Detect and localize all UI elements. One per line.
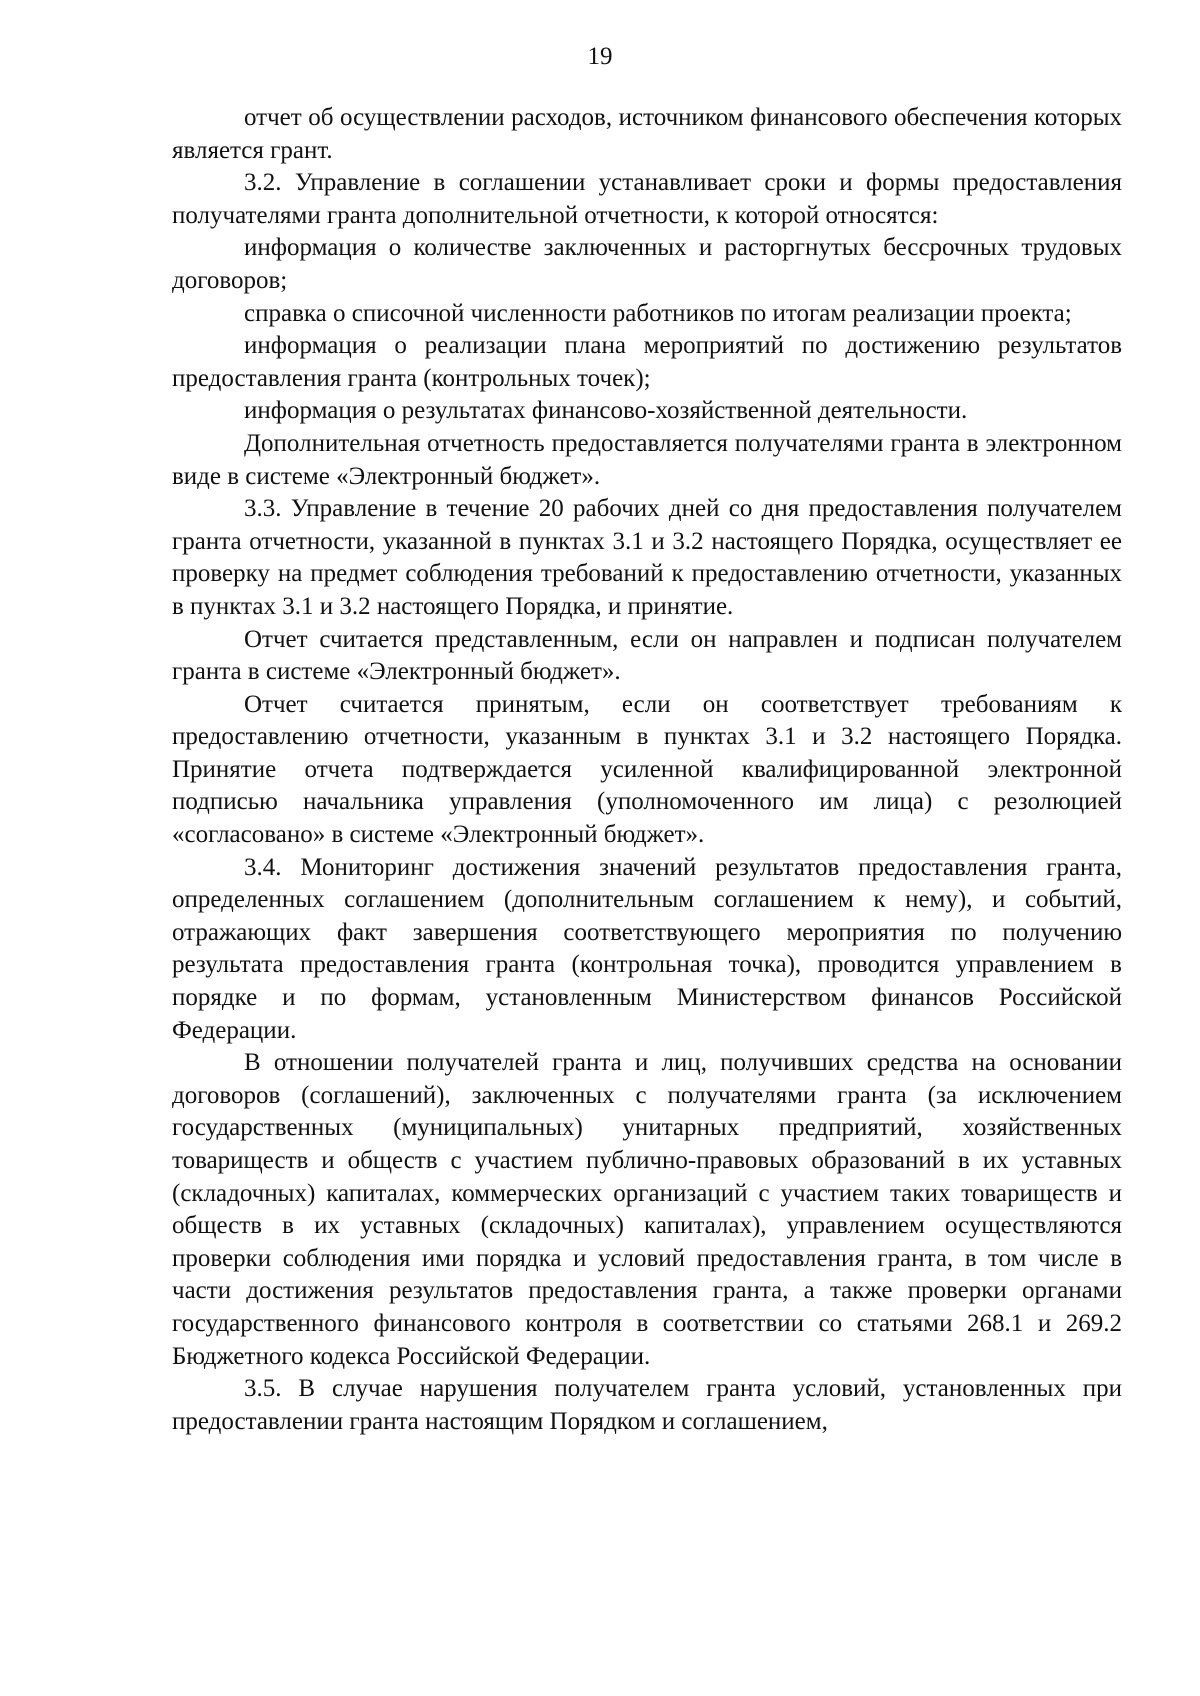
paragraph: 3.5. В случае нарушения получателем гранта условий, установленных при предоставлении гранта настоящим Порядком и соглашением, (172, 1375, 1122, 1435)
paragraph: 3.3. Управление в течение 20 рабочих дней со дня предоставления получателем гранта отчетности, указанной в пунктах 3.1 и 3.2 настоящего Порядка, осуществляет ее проверку на предмет соблюдения требований к предоставлению отчетности, указанных в пунктах 3.1 и 3.2 настоящего Порядка, и принятие. (172, 495, 1122, 620)
paragraph: информация о количестве заключенных и расторгнутых бессрочных трудовых договоров; (172, 234, 1122, 294)
paragraph: справка о списочной численности работников по итогам реализации проекта; (244, 299, 1072, 327)
paragraph: В отношении получателей гранта и лиц, получивших средства на основании договоров (соглашений), заключенных с получателями гранта (за исключением государственных (муниципальных) унитарных предприятий, хозяйственных товариществ и обществ с участием публично-правовых образований в их уставных (складочных) капиталах, коммерческих организаций с участием таких товариществ и обществ в их уставных (складочных) капиталах), управлением осуществляются проверки соблюдения ими порядка и условий предоставления гранта, в том числе в части достижения результатов предоставления гранта, а также проверки органами государственного финансового контроля в соответствии со статьями 268.1 и 269.2 Бюджетного кодекса Российской Федерации. (172, 1049, 1122, 1370)
paragraph: 3.4. Мониторинг достижения значений результатов предоставления гранта, определенных соглашением (дополнительным соглашением к нему), и событий, отражающих факт завершения соответствующего мероприятия по получению результата предоставления гранта (контрольная точка), проводится управлением в порядке и по формам, установленным Министерством финансов Российской Федерации. (172, 853, 1122, 1044)
document-body (172, 102, 1122, 1438)
page-number: 19 (587, 43, 613, 70)
paragraph: Отчет считается принятым, если он соответствует требованиям к предоставлению отчетности, указанным в пунктах 3.1 и 3.2 настоящего Порядка. Принятие отчета подтверждается усиленной квалифицированной электронной подписью начальника управления (уполномоченного им лица) с резолюцией «согласовано» в системе «Электронный бюджет». (172, 690, 1122, 849)
paragraph: информация о реализации плана мероприятий по достижению результатов предоставления гранта (контрольных точек); (172, 332, 1122, 392)
paragraph: информация о результатах финансово-хозяйственной деятельности. (244, 397, 968, 425)
paragraph: Дополнительная отчетность предоставляется получателями гранта в электронном виде в системе «Электронный бюджет». (172, 429, 1122, 490)
paragraph: отчет об осуществлении расходов, источником финансового обеспечения которых является грант. (172, 104, 1122, 164)
paragraph: Отчет считается представленным, если он направлен и подписан получателем гранта в системе «Электронный бюджет». (172, 625, 1122, 686)
paragraph: 3.2. Управление в соглашении устанавливает сроки и формы предоставления получателями гранта дополнительной отчетности, к которой относятся: (172, 169, 1122, 229)
